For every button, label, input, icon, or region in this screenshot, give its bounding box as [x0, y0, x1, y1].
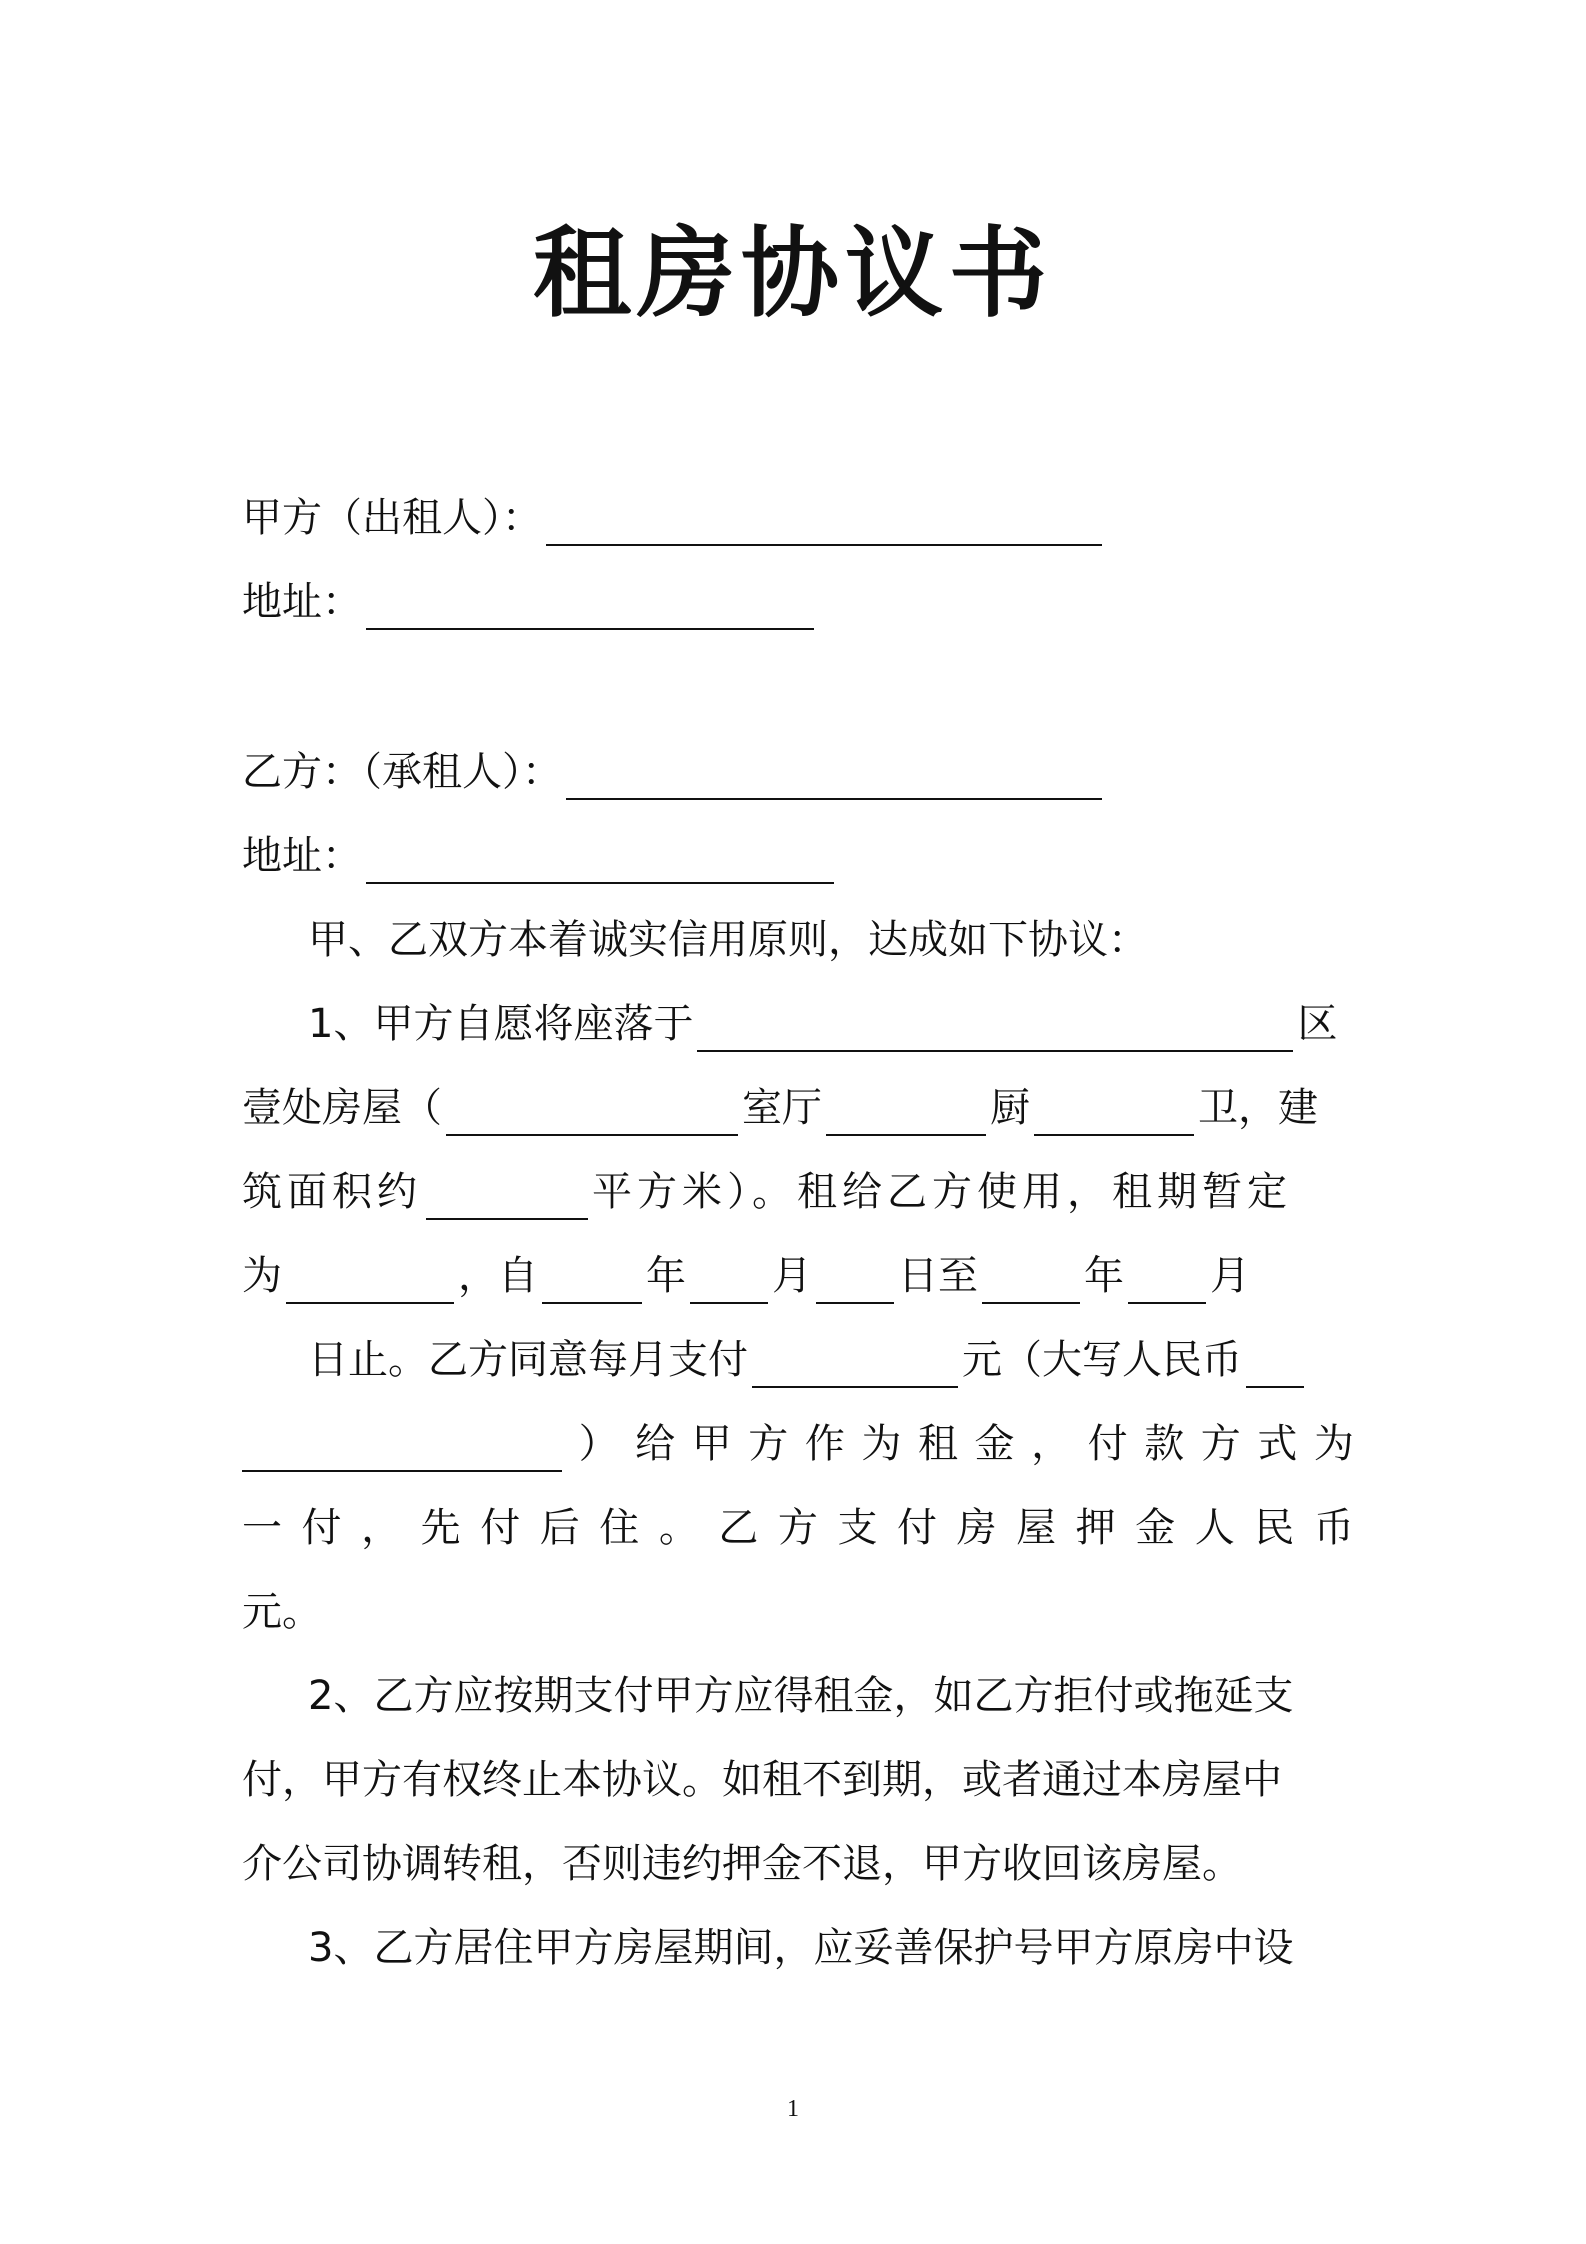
clause1-text: 卫，建	[1198, 1085, 1318, 1131]
clause1-char: 付	[301, 1505, 342, 1551]
party-a-name-field[interactable]	[546, 504, 1102, 546]
clause1-text: 1、甲方自愿将座落于	[308, 1001, 694, 1047]
clause1-line6	[242, 1416, 1354, 1472]
rooms-field[interactable]	[446, 1094, 738, 1136]
clause1-char: 给	[635, 1421, 676, 1467]
clause1-text: 厨	[990, 1085, 1030, 1131]
clause1-text: 月	[1210, 1253, 1250, 1299]
clause1-char: 民	[1254, 1505, 1295, 1551]
clause2-line2	[242, 1752, 1282, 1808]
clause1-text: ，自	[458, 1253, 538, 1299]
location-field[interactable]	[697, 1010, 1293, 1052]
clause1-char: 房	[956, 1505, 997, 1551]
clause1-line5	[308, 1332, 1308, 1388]
clause1-text: 平方米）。租给乙方使用，租期暂定	[592, 1169, 1292, 1215]
clause1-char: 人	[1194, 1505, 1235, 1551]
clause1-text: 室厅	[742, 1085, 822, 1131]
clause2-line1	[308, 1668, 1293, 1724]
clause1-char: 付	[897, 1505, 938, 1551]
clause1-line7	[242, 1500, 1354, 1556]
party-a-address-label: 地址：	[242, 579, 362, 625]
clause1-text: 年	[1084, 1253, 1124, 1299]
clause1-line4	[242, 1248, 1250, 1304]
party-b-label: 乙方：（承租人）：	[242, 749, 562, 795]
clause1-char: 方	[748, 1421, 789, 1467]
clause1-text: 日至	[898, 1253, 978, 1299]
party-b-address-line	[242, 828, 838, 884]
clause1-char: 后	[539, 1505, 580, 1551]
clause3-text: 3、乙方居住甲方房屋期间，应妥善保护号甲方原房中设	[308, 1925, 1294, 1971]
clause2-text: 介公司协调转租，否则违约押金不退，甲方收回该房屋。	[242, 1841, 1242, 1887]
clause1-text: 元（大写人民币	[962, 1337, 1242, 1383]
clause1-char: 支	[837, 1505, 878, 1551]
party-b-address-label: 地址：	[242, 833, 362, 879]
clause1-char: 住	[599, 1505, 640, 1551]
party-b-name-field[interactable]	[566, 758, 1102, 800]
start-year-field[interactable]	[542, 1262, 642, 1304]
party-a-address-line	[242, 574, 818, 630]
clause1-char: 式	[1257, 1421, 1298, 1467]
document-title: 租房协议书	[532, 217, 1053, 331]
clause1-text: 壹处房屋（	[242, 1085, 442, 1131]
halls-field[interactable]	[826, 1094, 986, 1136]
clause1-line1	[308, 996, 1337, 1052]
clause1-char: 为	[861, 1421, 902, 1467]
clause1-char: 押	[1075, 1505, 1116, 1551]
clause1-text: 为	[242, 1253, 282, 1299]
clause2-text: 2、乙方应按期支付甲方应得租金，如乙方拒付或拖延支	[308, 1673, 1294, 1719]
page-number: 1	[787, 2096, 799, 2122]
party-b-line	[242, 744, 1106, 800]
clause1-line8	[242, 1584, 322, 1640]
clause1-line3	[242, 1164, 1292, 1220]
clause1-char: 款	[1144, 1421, 1185, 1467]
clause1-char: 付	[480, 1505, 521, 1551]
clause1-char: 为	[1313, 1421, 1354, 1467]
clause1-text: 筑面积约	[242, 1169, 422, 1215]
clause1-char: 金	[1135, 1505, 1176, 1551]
clause1-char: 租	[917, 1421, 958, 1467]
party-a-line	[242, 490, 1106, 546]
clause1-char: 乙	[718, 1505, 759, 1551]
clause1-line2	[242, 1080, 1318, 1136]
monthly-rent-field[interactable]	[752, 1346, 958, 1388]
lease-term-field[interactable]	[286, 1262, 454, 1304]
clause1-char: ）	[578, 1421, 619, 1467]
start-month-field[interactable]	[690, 1262, 768, 1304]
clause1-text: 日止。乙方同意每月支付	[308, 1337, 748, 1383]
clause3-line1	[308, 1920, 1293, 1976]
party-b-address-field[interactable]	[366, 842, 834, 884]
clause2-text: 付，甲方有权终止本协议。如租不到期，或者通过本房屋中	[242, 1757, 1282, 1803]
area-field[interactable]	[426, 1178, 588, 1220]
end-year-field[interactable]	[982, 1262, 1080, 1304]
clause1-text: 区	[1297, 1001, 1338, 1047]
clause1-char: 付	[1087, 1421, 1128, 1467]
clause2-line3	[242, 1836, 1242, 1892]
clause1-char: ，	[1031, 1421, 1072, 1467]
clause1-char: 方	[777, 1505, 818, 1551]
intro-text: 甲、乙双方本着诚实信用原则，达成如下协议：	[308, 917, 1148, 963]
clause1-char: 币	[1313, 1505, 1354, 1551]
clause1-text: 元。	[242, 1589, 322, 1635]
rent-in-words-field[interactable]	[1246, 1346, 1304, 1388]
clause1-char: 甲	[691, 1421, 732, 1467]
start-day-field[interactable]	[816, 1262, 894, 1304]
clause1-text: 年	[646, 1253, 686, 1299]
intro-paragraph	[308, 912, 1148, 968]
clause1-char: 屋	[1016, 1505, 1057, 1551]
rent-in-words-field-cont[interactable]	[242, 1430, 562, 1472]
kitchens-field[interactable]	[1034, 1094, 1194, 1136]
clause1-text: 月	[772, 1253, 812, 1299]
end-month-field[interactable]	[1128, 1262, 1206, 1304]
clause1-char: ，	[361, 1505, 402, 1551]
clause1-char: 先	[420, 1505, 461, 1551]
clause1-char: 金	[974, 1421, 1015, 1467]
clause1-char: 。	[658, 1505, 699, 1551]
party-a-address-field[interactable]	[366, 588, 814, 630]
clause1-char: 作	[804, 1421, 845, 1467]
clause1-char: 一	[242, 1505, 282, 1551]
party-a-label: 甲方（出租人）：	[242, 495, 542, 541]
clause1-char: 方	[1200, 1421, 1241, 1467]
